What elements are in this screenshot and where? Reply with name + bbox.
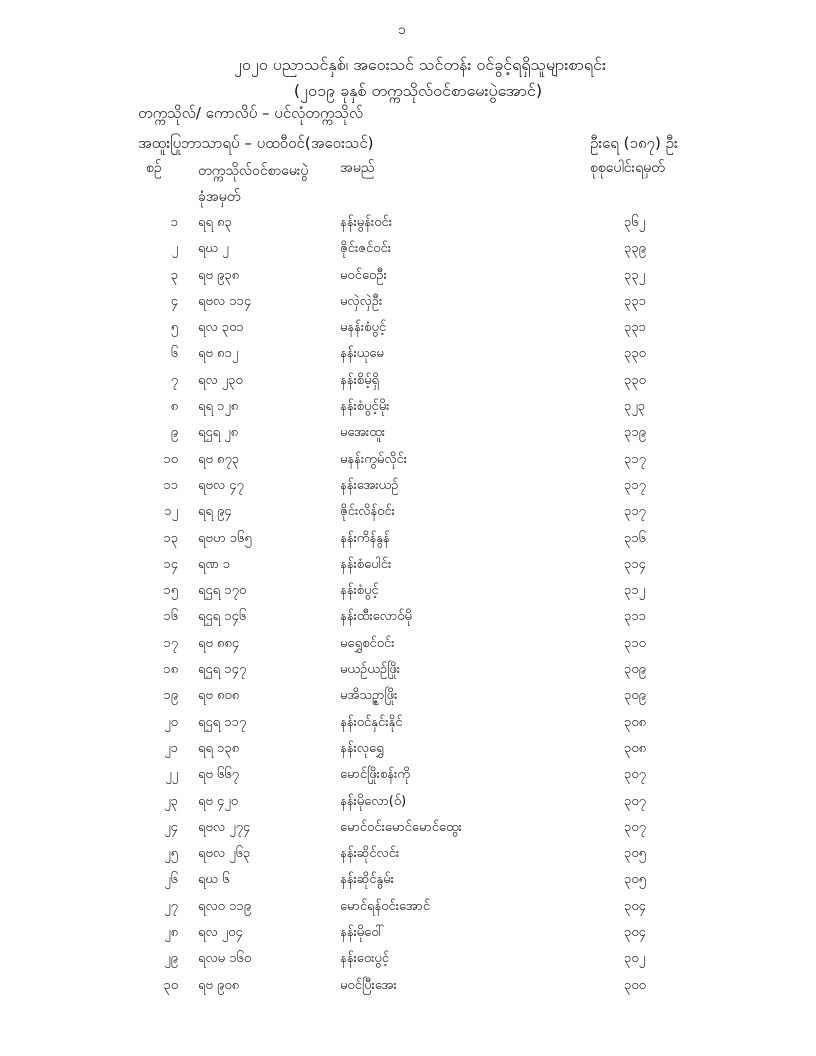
table-row (0, 398, 816, 424)
row-number: ၂၃ (164, 793, 178, 809)
table-row (0, 267, 816, 293)
student-name: မရွှေစင်ဝင်း (340, 635, 395, 651)
total-marks: ၃၃၀ (624, 372, 646, 388)
student-name: မဝင်ဝေဦး (340, 267, 387, 283)
row-number: ၄ (170, 293, 178, 309)
student-name: နန်းမိုဝေါ် (340, 925, 385, 941)
roll-number: ရဗဟ ၁၆၅ (198, 530, 252, 546)
student-name: မအိသဥ္ဇာဖြိုး (340, 688, 398, 704)
student-name: မောင်ရန်ဝင်းအောင် (340, 898, 431, 914)
student-name: နန်းစံပွင့် (340, 583, 379, 599)
table-row (0, 871, 816, 897)
row-number: ၈ (170, 399, 178, 415)
table-row (0, 424, 816, 450)
roll-number: ရဌရ ၁၇၀ (198, 583, 247, 599)
student-name: မဝင်ပြီးအေး (340, 977, 397, 993)
student-name: နန်းထီးလောဝ်မို (340, 609, 412, 625)
row-number: ၂၅ (164, 846, 178, 862)
roll-number: ရဗ ၉၀၈ (198, 977, 240, 993)
row-number: ၂၂ (165, 767, 178, 783)
roll-number: ရရ ၈၃ (198, 215, 232, 230)
table-row (0, 924, 816, 950)
total-marks: ၃၆၂ (624, 215, 646, 230)
roll-number: ရဗ ၈၁၂ (198, 346, 239, 362)
student-name: နန်းစိမ့်ရှိ (340, 372, 379, 388)
roll-number: ရဗ ၄၂၀ (198, 793, 239, 809)
row-number: ၁၇ (163, 635, 178, 651)
student-name: ဇိုင်းလိန်ဝင်း (340, 504, 395, 520)
row-number: ၉ (170, 425, 178, 441)
row-number: ၂၈ (164, 925, 178, 941)
total-marks: ၃၀၈ (624, 740, 647, 756)
row-number: ၁၀ (163, 451, 178, 467)
total-marks: ၃၀၄ (624, 925, 646, 941)
table-row (0, 977, 816, 1003)
table-row (0, 608, 816, 634)
student-name: မောင်ဝင်းမောင်မောင်ထွေး (340, 819, 462, 835)
total-marks: ၃၁၇ (624, 451, 646, 467)
total-marks: ၃၁၂ (624, 583, 646, 599)
row-number: ၁ (170, 215, 178, 230)
row-number: ၅ (170, 320, 178, 336)
table-row (0, 950, 816, 976)
total-marks: ၃၂၃ (624, 399, 646, 415)
table-row (0, 530, 816, 556)
table-row (0, 766, 816, 792)
total-marks: ၃၀၄ (624, 898, 646, 914)
roll-number: ရဗ ၈၇၃ (198, 451, 240, 467)
total-marks: ၃၀၇ (624, 793, 646, 809)
roll-number: ရဗ ၈၈၄ (198, 635, 240, 651)
table-row (0, 740, 816, 766)
student-name: နန်းမိုလော(ဝ်) (340, 793, 407, 809)
table-row (0, 661, 816, 687)
row-number: ၂၄ (164, 819, 178, 835)
student-count: ဦးရေ (၁၈၇) ဦး (590, 134, 678, 152)
total-marks: ၃၁၉ (624, 425, 646, 441)
roll-number: ရဃ ၆ (198, 872, 230, 888)
student-name: မနန်းကွမ်လိုင်း (340, 451, 408, 467)
table-row (0, 898, 816, 924)
roll-number: ရလမ ၁၆၀ (198, 951, 252, 967)
university-line: တက္ကသိုလ်/ ကောလိပ် – ပင်လုံတက္ကသိုလ် (138, 104, 364, 122)
row-number: ၁၃ (163, 530, 178, 546)
total-marks: ၃၁၇ (624, 504, 646, 520)
roll-number: ရလ ၂၃၀ (198, 372, 243, 388)
student-name: နန်းအေးယဉ် (340, 477, 399, 493)
total-marks: ၃၀၇ (624, 819, 646, 835)
total-marks: ၃၃၉ (624, 241, 646, 257)
student-name: မောင်ဖြိုးစန်းကို (340, 767, 411, 783)
header-total-marks: စုစုပေါင်းရမှတ် (590, 160, 665, 176)
row-number: ၂၀ (164, 714, 178, 730)
major-line: အထူးပြုဘာသာရပ် – ပထဝီဝင်(အဝေးသင်) (138, 134, 374, 152)
row-number: ၁၂ (164, 504, 178, 520)
roll-number: ရလဝ ၁၁၉ (198, 898, 252, 914)
total-marks: ၃၀၂ (624, 951, 646, 967)
table-row (0, 556, 816, 582)
table-row (0, 293, 816, 319)
roll-number: ရဌရ ၂၈ (198, 425, 239, 441)
row-number: ၁၆ (163, 609, 178, 625)
total-marks: ၃၁၀ (624, 635, 646, 651)
header-no: စဉ် (146, 160, 162, 176)
table-row (0, 819, 816, 845)
total-marks: ၃၀၇ (624, 767, 646, 783)
table-row (0, 451, 816, 477)
roll-number: ရဌရ ၁၁၇ (198, 714, 247, 730)
student-name: မလှဲလှဲဦး (340, 293, 383, 309)
roll-number: ရဗ ၈၀၈ (198, 688, 240, 704)
total-marks: ၃၀၅ (624, 872, 646, 888)
row-number: ၁၁ (163, 477, 178, 493)
header-roll-number: တက္ကသိုလ်ဝင်စာမေးပွဲ ခုံအမှတ် (198, 163, 309, 205)
row-number: ၃ (170, 267, 178, 283)
row-number: ၂၆ (164, 872, 178, 888)
roll-number: ရဏ ၁ (198, 556, 231, 572)
student-name: ဇိုင်းဇင်ဝင်း (340, 241, 391, 257)
roll-number: ရဗလ ၁၁၄ (198, 293, 252, 309)
student-name: နန်းကိန်နွန် (340, 530, 390, 546)
total-marks: ၃၃၀ (624, 346, 646, 362)
page-number: ၁ (398, 22, 406, 38)
total-marks: ၃၁၆ (624, 530, 646, 546)
header-name: အမည် (340, 160, 375, 176)
student-name: မယဉ်ယဉ်ဖြိုး (340, 662, 400, 678)
student-name: နန်းဆိုင်နွမ်း (340, 872, 394, 888)
roll-number: ရဌရ ၁၄၆ (198, 609, 247, 625)
student-name: နန်းစံပေါင်း (340, 556, 392, 572)
roll-number: ရဗလ ၂၆၃ (198, 846, 251, 862)
table-row (0, 319, 816, 345)
roll-number: ရဃ ၂ (198, 241, 229, 257)
total-marks: ၃၁၄ (624, 556, 646, 572)
student-name: နန်းမွန်းဝင်း (340, 215, 393, 230)
total-marks: ၃၁၁ (624, 609, 646, 625)
results-table (0, 214, 816, 1003)
total-marks: ၃၀၉ (624, 662, 646, 678)
total-marks: ၃၃၂ (624, 267, 646, 283)
row-number: ၇ (170, 372, 178, 388)
table-row (0, 635, 816, 661)
row-number: ၁၉ (163, 688, 178, 704)
row-number: ၂၉ (164, 951, 178, 967)
total-marks: ၃၃၁ (624, 293, 646, 309)
row-number: ၃၀ (163, 977, 178, 993)
row-number: ၆ (170, 346, 178, 362)
total-marks: ၃၁၇ (624, 477, 646, 493)
roll-number: ရဗ ၉၃၈ (198, 267, 240, 283)
roll-number: ရရ ၉၄ (198, 504, 232, 520)
student-name: နန်းလုရွှေ (340, 740, 384, 756)
row-number: ၂၇ (164, 898, 178, 914)
row-number: ၁၄ (163, 556, 178, 572)
student-name: နန်းဝင်နှင်းနိုင် (340, 714, 403, 730)
table-row (0, 345, 816, 371)
student-name: မနန်းစံပွင့် (340, 320, 387, 336)
roll-number: ရရ ၁၂၈ (198, 399, 239, 415)
student-name: နန်းဝေးပွင့် (340, 951, 390, 967)
table-row (0, 714, 816, 740)
table-row (0, 687, 816, 713)
table-row (0, 503, 816, 529)
row-number: ၁၈ (163, 662, 178, 678)
row-number: ၁၅ (163, 583, 178, 599)
roll-number: ရဗလ ၂၇၄ (198, 819, 251, 835)
roll-number: ရလ ၃၀၁ (198, 320, 244, 336)
document-title: ၂၀၂၀ ပညာသင်နှစ်၊ အဝေးသင် သင်တန်း ဝင်ခွင့်ရရှိသူများစာရင်း (234, 55, 606, 74)
student-name: နန်းစံပွင့်မိုး (340, 399, 390, 415)
document-subtitle: (၂၀၁၉ ခုနှစ် တက္ကသိုလ်ဝင်စာမေးပွဲအောင်) (293, 81, 543, 100)
roll-number: ရဗလ ၄၇ (198, 477, 244, 493)
total-marks: ၃၃၁ (624, 320, 646, 336)
table-row (0, 793, 816, 819)
student-name: နန်းယုမေ (340, 346, 384, 362)
table-row (0, 372, 816, 398)
total-marks: ၃၀၈ (624, 714, 647, 730)
roll-number: ရဌရ ၁၄၇ (198, 662, 247, 678)
student-name: နန်းဆိုင်လင်း (340, 846, 400, 862)
row-number: ၂၁ (164, 740, 178, 756)
table-row (0, 845, 816, 871)
table-row (0, 582, 816, 608)
table-row (0, 240, 816, 266)
table-row (0, 477, 816, 503)
total-marks: ၃၀၉ (624, 688, 646, 704)
roll-number: ရလ ၂၀၄ (198, 925, 243, 941)
row-number: ၂ (171, 241, 178, 257)
table-row (0, 214, 816, 240)
roll-number: ရရ ၁၃၈ (198, 740, 240, 756)
roll-number: ရဗ ၆၆၇ (198, 767, 239, 783)
total-marks: ၃၀၀ (624, 977, 646, 993)
total-marks: ၃၀၅ (624, 846, 646, 862)
student-name: မအေးထူး (340, 425, 386, 441)
